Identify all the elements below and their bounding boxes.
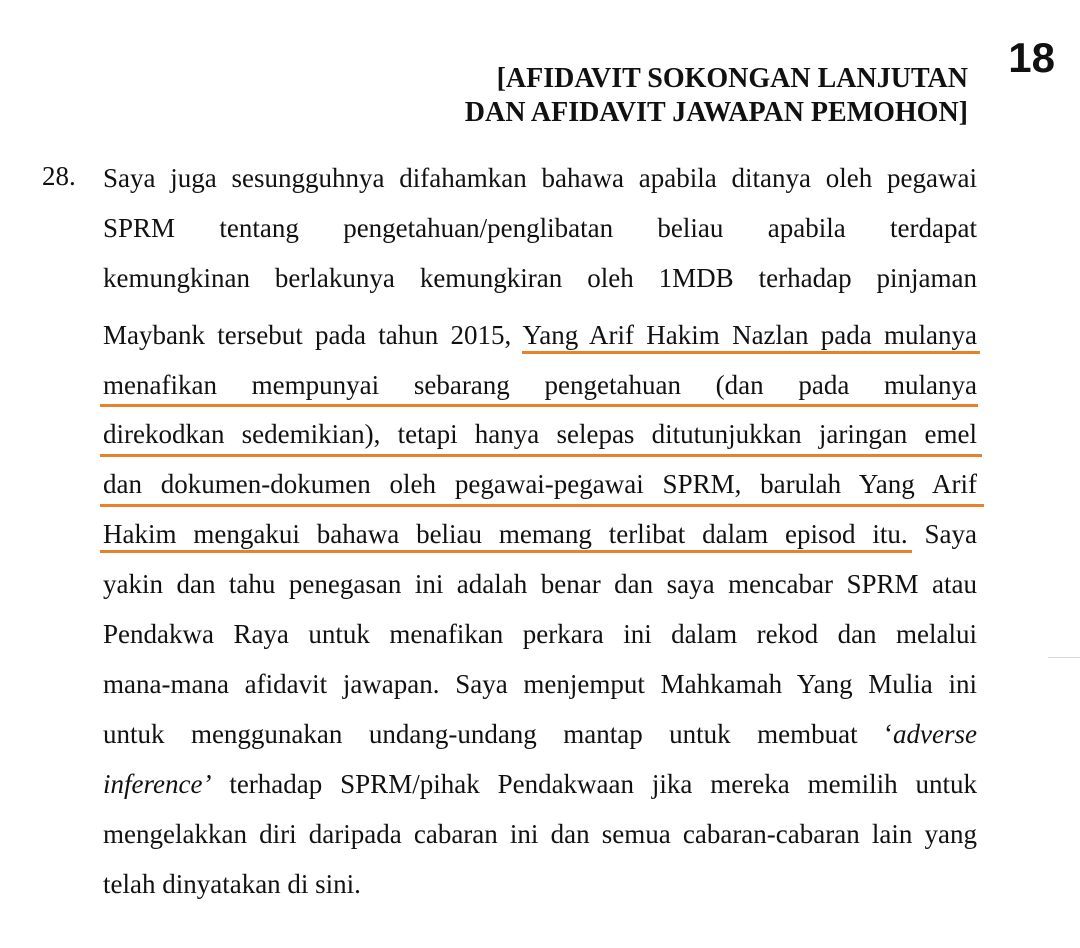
heading-line-1: [AFIDAVIT SOKONGAN LANJUTAN xyxy=(496,63,968,94)
paragraph-line: Saya juga sesungguhnya difahamkan bahawa apabila ditanya oleh pegawai xyxy=(103,163,977,193)
highlight-underline xyxy=(100,550,912,553)
paragraph-line: SPRM tentang pengetahuan/penglibatan beliau apabila terdapat xyxy=(103,213,977,243)
edge-divider xyxy=(1048,657,1080,658)
italic-term: inference’ xyxy=(103,769,212,799)
paragraph-number: 28. xyxy=(42,161,76,191)
paragraph-line: menafikan mempunyai sebarang pengetahuan (dan pada mulanya xyxy=(103,370,977,400)
paragraph-line-last: telah dinyatakan di sini. xyxy=(103,869,361,899)
italic-term: adverse xyxy=(893,719,977,749)
page-number: 18 xyxy=(1008,34,1055,81)
paragraph-line: Pendakwa Raya untuk menafikan perkara ini dalam rekod dan melalui xyxy=(103,619,977,649)
highlight-underline xyxy=(100,404,978,407)
text-run: untuk menggunakan undang-undang mantap untuk membuat ‘ xyxy=(103,719,894,749)
paragraph-line-italic-start xyxy=(103,766,977,802)
highlight-underline xyxy=(100,504,984,507)
paragraph-line-italic-end xyxy=(103,716,977,752)
paragraph-line: yakin dan tahu penegasan ini adalah benar dan saya mencabar SPRM atau xyxy=(103,569,977,599)
paragraph-line: dan dokumen-dokumen oleh pegawai-pegawai SPRM, barulah Yang Arif xyxy=(103,469,977,499)
paragraph-line: mana-mana afidavit jawapan. Saya menjemput Mahkamah Yang Mulia ini xyxy=(103,669,977,699)
paragraph-line: kemungkinan berlakunya kemungkiran oleh 1MDB terhadap pinjaman xyxy=(103,263,977,293)
paragraph-line: Hakim mengakui bahawa beliau memang terlibat dalam episod itu. Saya xyxy=(103,519,977,549)
highlight-underline xyxy=(100,454,982,457)
text-run: terhadap SPRM/pihak Pendakwaan jika mereka memilih untuk xyxy=(211,769,977,799)
highlight-underline xyxy=(522,351,980,354)
paragraph-line: Maybank tersebut pada tahun 2015, Yang Arif Hakim Nazlan pada mulanya xyxy=(103,320,977,350)
heading-line-2: DAN AFIDAVIT JAWAPAN PEMOHON] xyxy=(464,97,968,128)
document-heading xyxy=(465,62,968,130)
paragraph-line: direkodkan sedemikian), tetapi hanya selepas ditutunjukkan jaringan emel xyxy=(103,419,977,449)
paragraph-line: mengelakkan diri daripada cabaran ini dan semua cabaran-cabaran lain yang xyxy=(103,819,977,849)
